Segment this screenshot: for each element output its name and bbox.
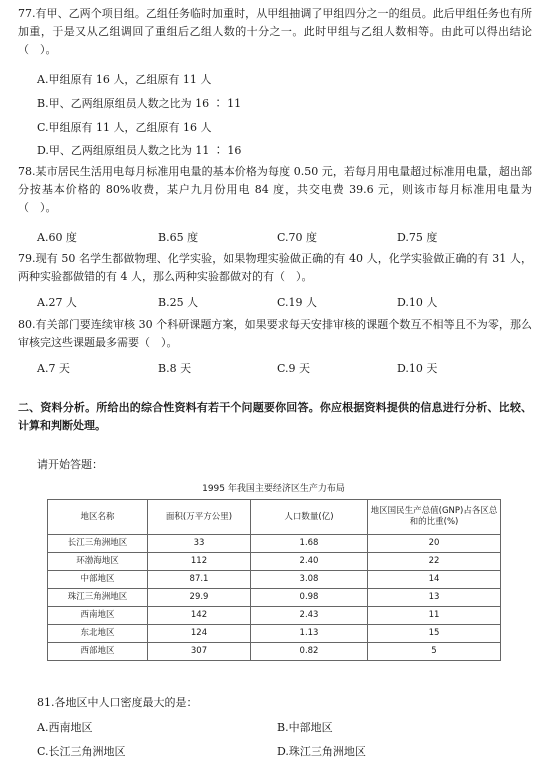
table-cell: 3.08 — [251, 571, 368, 589]
q77-option-a: A.甲组原有 16 人，乙组原有 11 人 — [37, 73, 212, 86]
column-header-region: 地区名称 — [48, 500, 148, 535]
table-cell: 29.9 — [148, 589, 251, 607]
table-row — [48, 589, 501, 607]
q80-option-a: A.7 天 — [37, 362, 70, 375]
q79-option-a: A.27 人 — [37, 296, 77, 309]
table-cell: 14 — [368, 571, 501, 589]
section-2-heading: 二、资料分析。所给出的综合性资料有若干个问题要你回答。你应根据资料提供的信息进行分析、比较、计算和判断处理。 — [18, 401, 532, 432]
table-cell: 1.68 — [251, 535, 368, 553]
column-header-population: 人口数量(亿) — [251, 500, 368, 535]
column-header-area: 面积(万平方公里) — [148, 500, 251, 535]
column-header-gnp-share: 地区国民生产总值(GNP)占各区总和的比重(%) — [368, 500, 501, 535]
q80-option-b: B.8 天 — [158, 362, 192, 375]
table-cell: 112 — [148, 553, 251, 571]
q77-option-d: D.甲、乙两组原组员人数之比为 11 ∶ 16 — [37, 144, 242, 157]
table-cell: 15 — [368, 625, 501, 643]
start-prompt: 请开始答题： — [37, 458, 103, 471]
q77-option-c: C.甲组原有 11 人，乙组原有 16 人 — [37, 121, 212, 134]
q77-option-b: B.甲、乙两组原组员人数之比为 16 ∶ 11 — [37, 97, 242, 110]
table-cell: 0.82 — [251, 643, 368, 661]
q81-option-c: C.长江三角洲地区 — [37, 745, 126, 758]
question-81-stem: 81.各地区中人口密度最大的是： — [37, 696, 198, 709]
table-header-row — [48, 500, 501, 535]
table-cell: 东北地区 — [48, 625, 148, 643]
table-cell: 124 — [148, 625, 251, 643]
table-cell: 87.1 — [148, 571, 251, 589]
table-row — [48, 553, 501, 571]
q81-option-a: A.西南地区 — [37, 721, 93, 734]
question-77-stem: 77.有甲、乙两个项目组。乙组任务临时加重时，从甲组抽调了甲组四分之一的组员。此后甲组任务也有所加重，于是又从乙组调回了重组后乙组人数的十分之一。此时甲组与乙组人数相等。由此可以得出结论（ ）。 — [18, 7, 532, 56]
table-cell: 13 — [368, 589, 501, 607]
table-cell: 33 — [148, 535, 251, 553]
table-cell: 环渤海地区 — [48, 553, 148, 571]
table-cell: 0.98 — [251, 589, 368, 607]
question-80-stem: 80.有关部门要连续审核 30 个科研课题方案，如果要求每天安排审核的课题个数互不相等且不为零，那么审核完这些课题最多需要（ ）。 — [18, 318, 532, 349]
table-cell: 中部地区 — [48, 571, 148, 589]
table-cell: 307 — [148, 643, 251, 661]
table-row — [48, 607, 501, 625]
q78-option-c: C.70 度 — [277, 231, 318, 244]
table-cell: 142 — [148, 607, 251, 625]
table-cell: 20 — [368, 535, 501, 553]
table-cell: 22 — [368, 553, 501, 571]
table-cell: 西南地区 — [48, 607, 148, 625]
question-79-stem: 79.现有 50 名学生都做物理、化学实验，如果物理实验做正确的有 40 人，化学实验做正确的有 31 人，两种实验都做错的有 4 人，那么两种实验都做对的有（ ）。 — [18, 252, 532, 283]
table-row — [48, 625, 501, 643]
q79-option-b: B.25 人 — [158, 296, 199, 309]
q81-option-b: B.中部地区 — [277, 721, 333, 734]
table-cell: 2.40 — [251, 553, 368, 571]
q78-option-d: D.75 度 — [397, 231, 438, 244]
table-row — [48, 643, 501, 661]
q78-option-b: B.65 度 — [158, 231, 199, 244]
q78-option-a: A.60 度 — [37, 231, 77, 244]
data-table — [47, 499, 501, 661]
q80-option-c: C.9 天 — [277, 362, 311, 375]
q81-option-d: D.珠江三角洲地区 — [277, 745, 366, 758]
table-cell: 11 — [368, 607, 501, 625]
table-title: 1995 年我国主要经济区生产力布局 — [202, 484, 345, 494]
table-row — [48, 535, 501, 553]
q79-option-d: D.10 人 — [397, 296, 438, 309]
table-row — [48, 571, 501, 589]
q80-option-d: D.10 天 — [397, 362, 438, 375]
table-cell: 2.43 — [251, 607, 368, 625]
q79-option-c: C.19 人 — [277, 296, 318, 309]
question-78-stem: 78.某市居民生活用电每月标准用电量的基本价格为每度 0.50 元，若每月用电量超过标准用电量，超出部分按基本价格的 80%收费，某户九月份用电 84 度，共交电费 39.6 元，则该市每月标准用电量为（ ）。 — [18, 165, 532, 214]
table-cell: 长江三角洲地区 — [48, 535, 148, 553]
table-cell: 珠江三角洲地区 — [48, 589, 148, 607]
table-cell: 1.13 — [251, 625, 368, 643]
table-cell: 西部地区 — [48, 643, 148, 661]
table-cell: 5 — [368, 643, 501, 661]
